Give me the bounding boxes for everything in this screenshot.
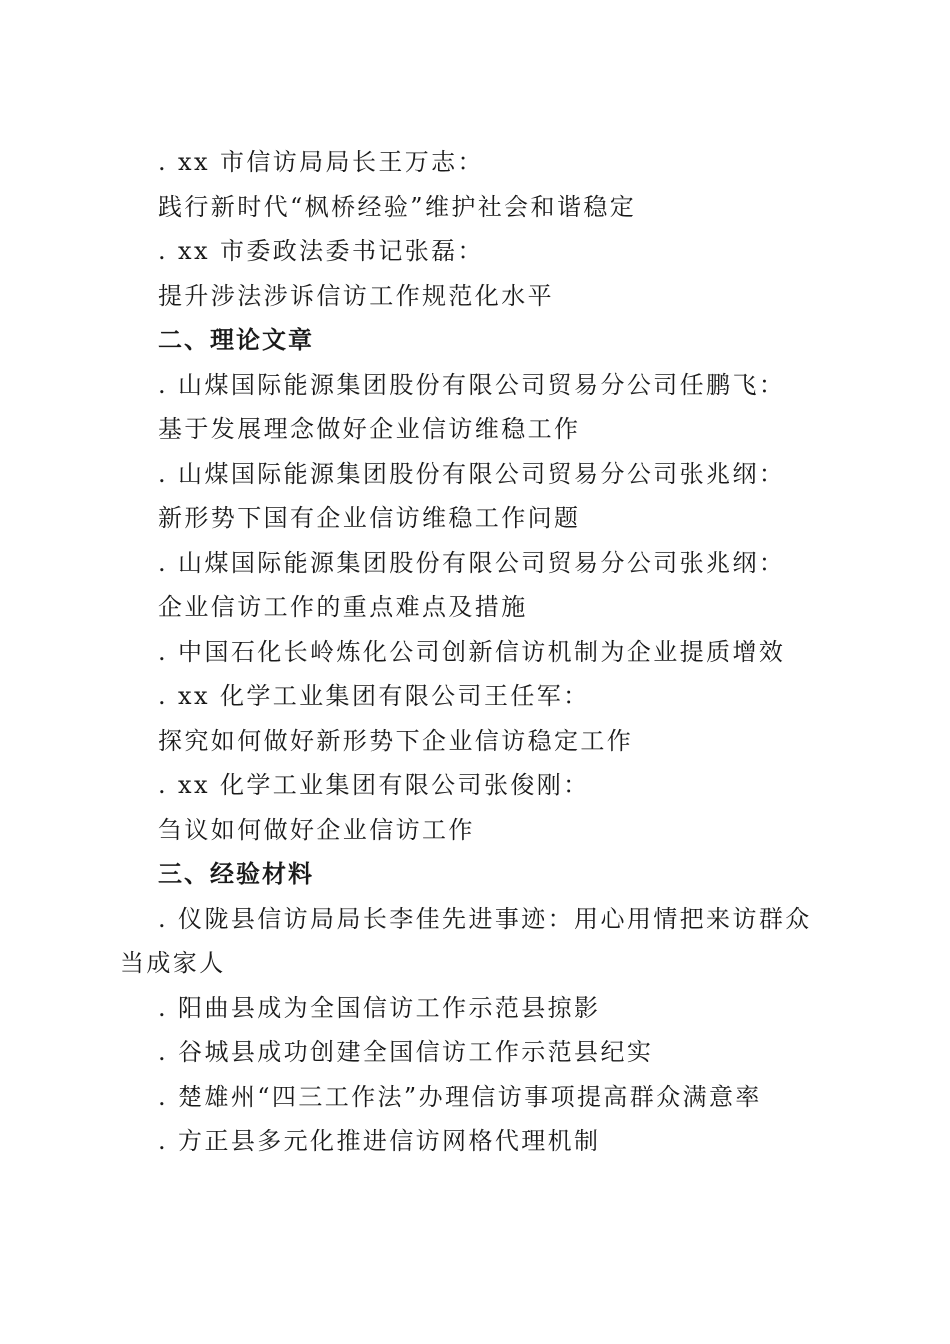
list-item: . xx 化学工业集团有限公司王任军： xyxy=(158,682,590,710)
list-item: . 中国石化长岭炼化公司创新信访机制为企业提质增效 xyxy=(158,637,786,666)
list-item-title: 践行新时代“枫桥经验”维护社会和谐稳定 xyxy=(158,192,637,221)
section-heading-experience: 三、经验材料 xyxy=(158,860,314,888)
document-body xyxy=(120,140,830,1164)
list-item-title: 提升涉法涉诉信访工作规范化水平 xyxy=(158,281,554,310)
list-item: . 阳曲县成为全国信访工作示范县掠影 xyxy=(158,993,601,1022)
list-item: . 楚雄州“四三工作法”办理信访事项提高群众满意率 xyxy=(158,1082,762,1111)
list-item: . 仪陇县信访局局长李佳先进事迹：用心用情把来访群众当成家人 xyxy=(120,904,812,977)
list-item: . 山煤国际能源集团股份有限公司贸易分公司张兆纲： xyxy=(158,548,786,577)
list-item: . xx 市信访局局长王万志： xyxy=(158,148,484,176)
list-item: . xx 化学工业集团有限公司张俊刚： xyxy=(158,771,590,799)
list-item-title: 探究如何做好新形势下企业信访稳定工作 xyxy=(158,726,634,755)
section-heading-theory: 二、理论文章 xyxy=(158,326,314,354)
list-item: . 谷城县成功创建全国信访工作示范县纪实 xyxy=(158,1038,654,1066)
list-item: . 山煤国际能源集团股份有限公司贸易分公司任鹏飞： xyxy=(158,370,786,399)
list-item: . 山煤国际能源集团股份有限公司贸易分公司张兆纲： xyxy=(158,459,786,488)
list-item-title: 新形势下国有企业信访维稳工作问题 xyxy=(158,504,581,532)
list-item: . xx 市委政法委书记张磊： xyxy=(158,237,484,265)
list-item-title: 刍议如何做好企业信访工作 xyxy=(158,815,475,844)
list-item: . 方正县多元化推进信访网格代理机制 xyxy=(158,1127,601,1155)
list-item-title: 基于发展理念做好企业信访维稳工作 xyxy=(158,415,581,443)
list-item-title: 企业信访工作的重点难点及措施 xyxy=(158,593,528,621)
